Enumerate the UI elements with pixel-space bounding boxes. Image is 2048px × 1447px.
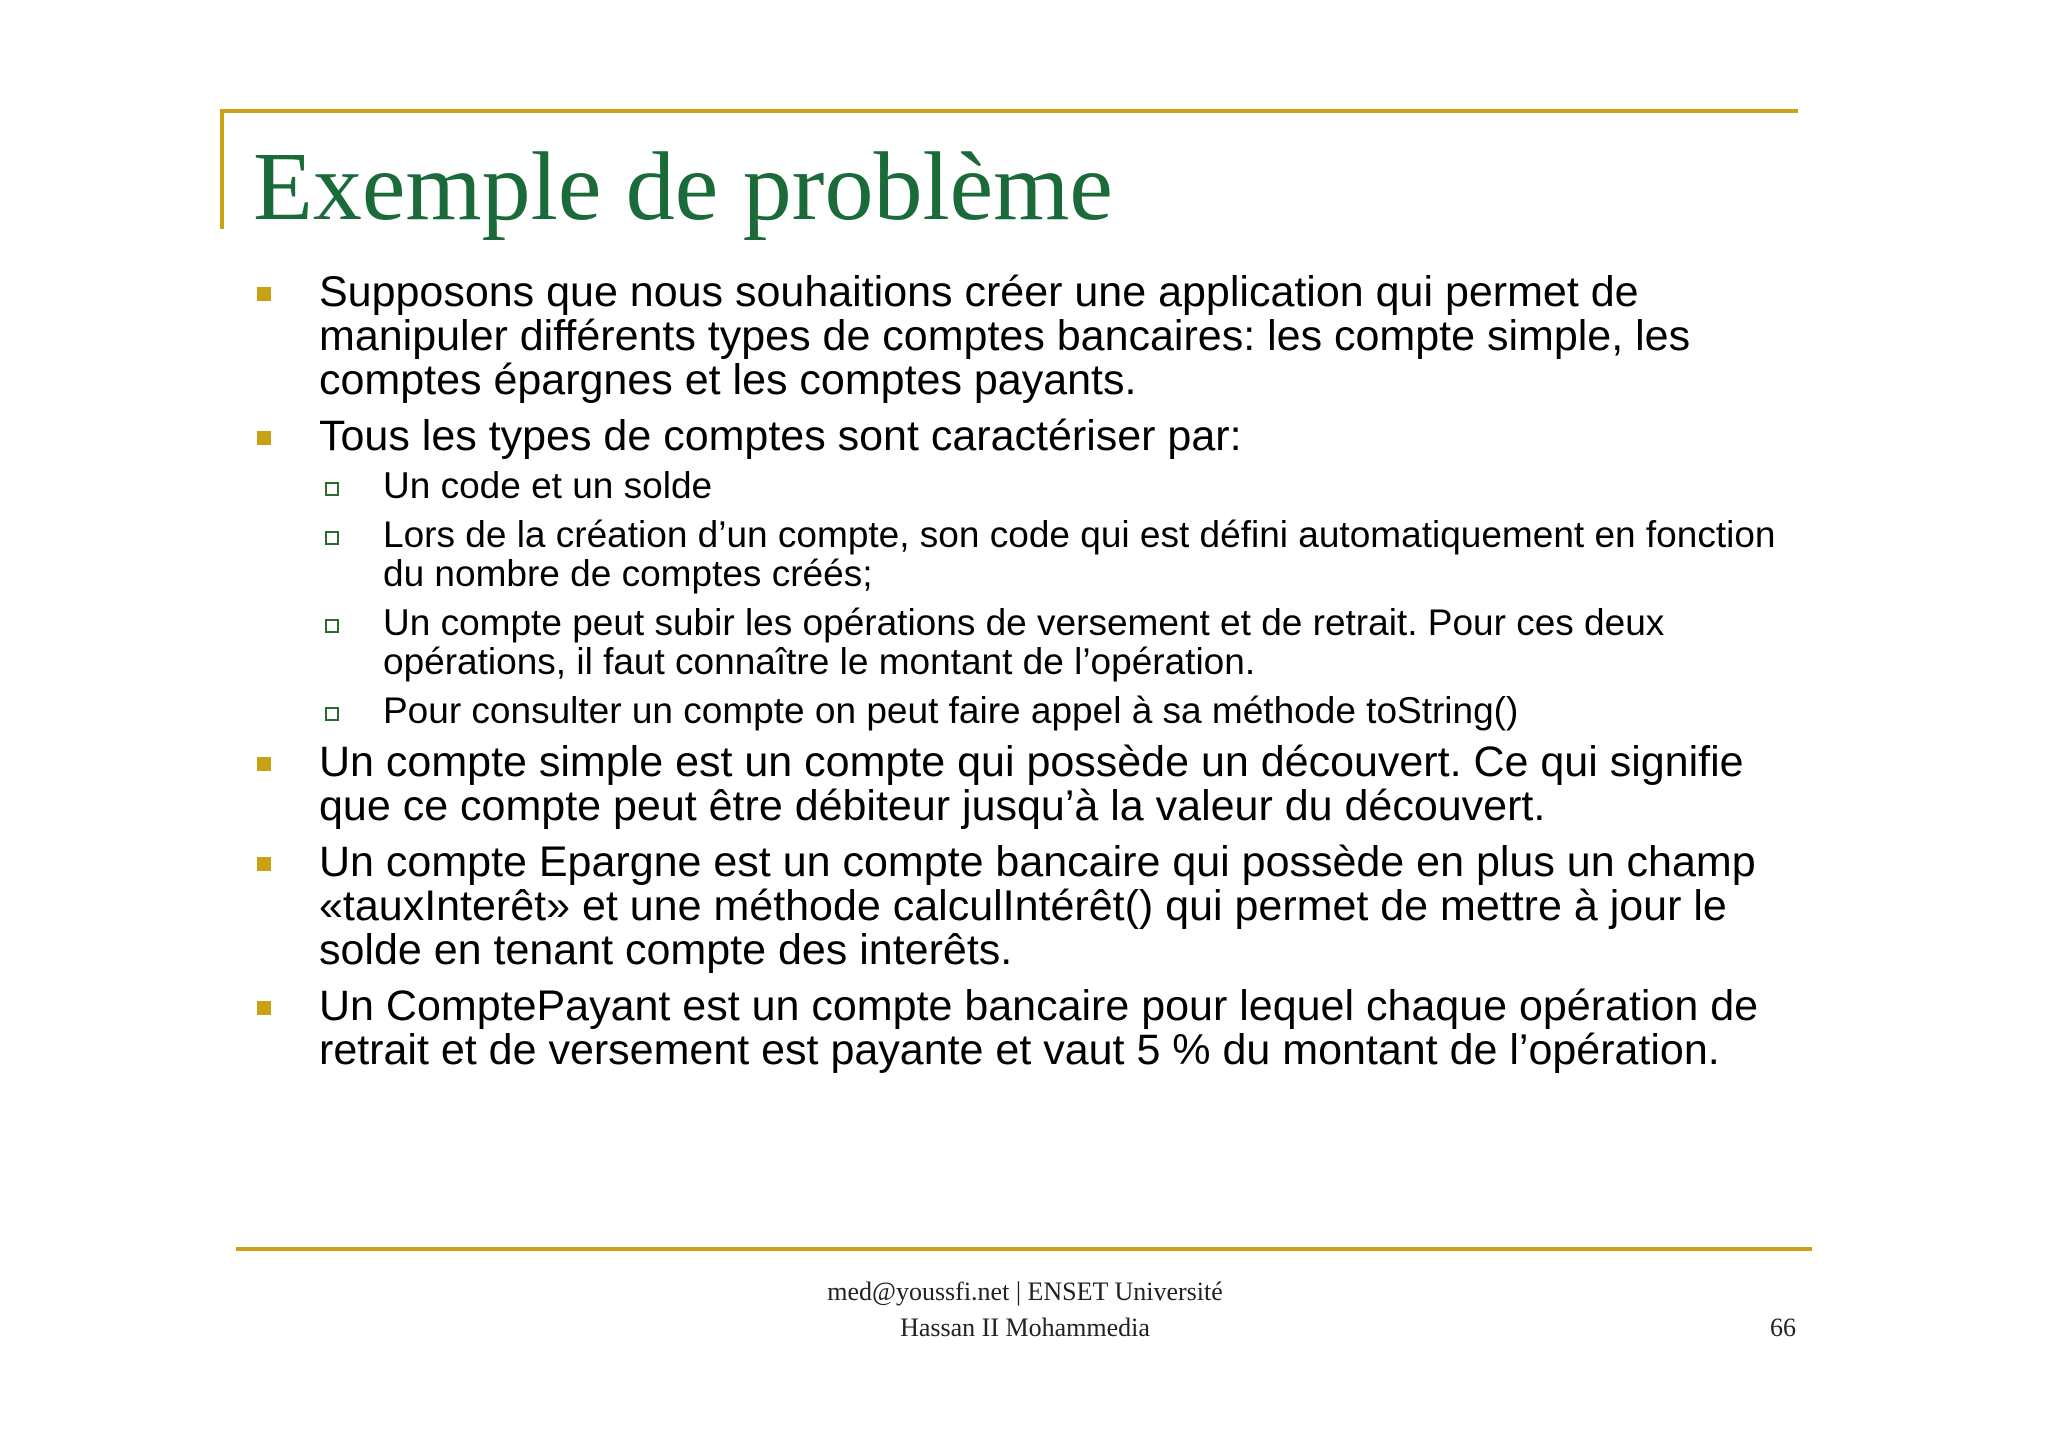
hollow-square-bullet-icon	[325, 707, 339, 721]
bullet-item	[253, 270, 1793, 402]
slide-title: Exemple de problème	[253, 133, 1113, 241]
footer-divider-line	[236, 1247, 1812, 1251]
footer-credit	[700, 1274, 1350, 1346]
sub-bullet-text: Un compte peut subir les opérations de versement et de retrait. Pour ces deux opérations, il faut connaître le montant de l’opération.	[383, 602, 1665, 682]
hollow-square-bullet-icon	[325, 619, 339, 633]
sub-bullet-item	[253, 515, 1793, 593]
sub-bullet-item	[253, 466, 1793, 505]
title-frame-top-line	[220, 109, 1798, 113]
page-number: 66	[1770, 1313, 1796, 1342]
bullet-text: Tous les types de comptes sont caractériser par:	[319, 412, 1242, 460]
title-frame-left-line	[220, 109, 224, 229]
bullet-item	[253, 984, 1793, 1072]
bullet-item	[253, 414, 1793, 458]
bullet-text: Un compte Epargne est un compte bancaire qui possède en plus un champ «tauxInterêt» et une méthode calculIntérêt() qui permet de mettre à jour le solde en tenant compte des interêts.	[319, 838, 1756, 974]
sub-bullet-text: Lors de la création d’un compte, son code qui est défini automatiquement en fonction du nombre de comptes créés;	[383, 514, 1776, 594]
sub-bullet-text: Pour consulter un compte on peut faire appel à sa méthode toString()	[383, 690, 1519, 731]
sub-bullet-text: Un code et un solde	[383, 465, 713, 506]
square-bullet-icon	[257, 287, 271, 301]
hollow-square-bullet-icon	[325, 482, 339, 496]
bullet-text: Supposons que nous souhaitions créer une application qui permet de manipuler différents types de comptes bancaires: les compte simple, les comptes épargnes et les comptes payants.	[319, 268, 1691, 404]
sub-bullet-item	[253, 603, 1793, 681]
bullet-text: Un compte simple est un compte qui possède un découvert. Ce qui signifie que ce compte peut être débiteur jusqu’à la valeur du découvert.	[319, 738, 1744, 830]
square-bullet-icon	[257, 857, 271, 871]
square-bullet-icon	[257, 757, 271, 771]
hollow-square-bullet-icon	[325, 531, 339, 545]
footer-line-1: med@youssfi.net | ENSET Université	[827, 1277, 1223, 1306]
bullet-text: Un ComptePayant est un compte bancaire pour lequel chaque opération de retrait et de versement est payante et vaut 5 % du montant de l’opération.	[319, 982, 1759, 1074]
bullet-item	[253, 740, 1793, 828]
footer-line-2: Hassan II Mohammedia	[900, 1313, 1150, 1342]
square-bullet-icon	[257, 431, 271, 445]
bullet-item	[253, 840, 1793, 972]
sub-bullet-item	[253, 691, 1793, 730]
square-bullet-icon	[257, 1001, 271, 1015]
slide-content	[253, 270, 1793, 1084]
